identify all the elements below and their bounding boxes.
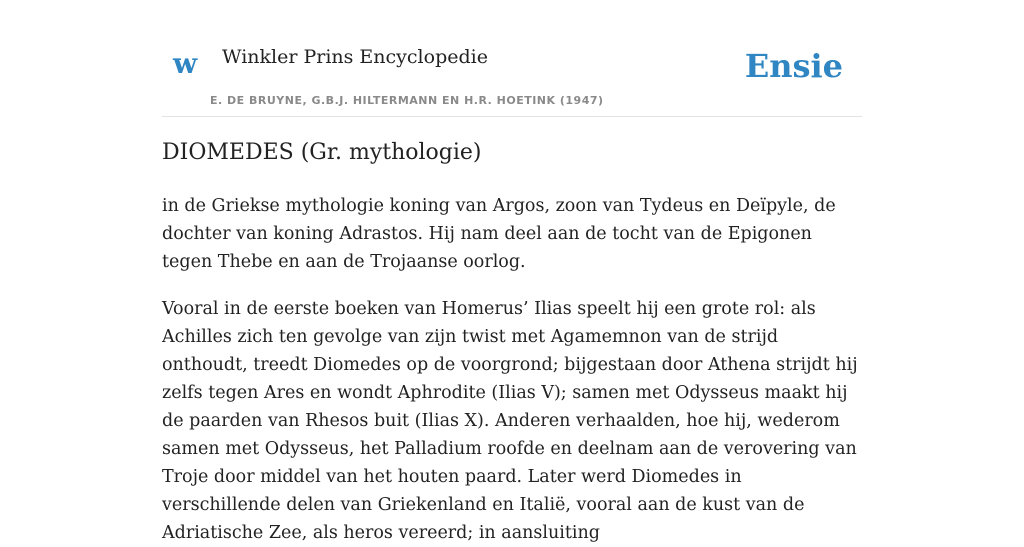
content-container (162, 0, 862, 543)
winkler-prins-logo[interactable]: w (173, 47, 198, 80)
site-header (162, 0, 862, 117)
source-authors: E. DE BRUYNE, G.B.J. HILTERMANN EN H.R. HOETINK (1947) (210, 94, 604, 107)
ensie-logo-link[interactable]: Ensie (744, 47, 843, 85)
source-title[interactable]: Winkler Prins Encyclopedie (222, 46, 488, 68)
article-paragraph: in de Griekse mythologie koning van Argos, zoon van Tydeus en Deïpyle, de dochter van koning Adrastos. Hij nam deel aan de tocht van de Epigonen tegen Thebe en aan de Trojaanse oorlog. (162, 196, 836, 272)
article-title: DIOMEDES (Gr. mythologie) (162, 140, 482, 165)
article-paragraph: Vooral in de eerste boeken van Homerus’ Ilias speelt hij een grote rol: als Achilles zich ten gevolge van zijn twist met Agamemnon van de strijd onthoudt, treedt Diomedes op de voorgrond; bijgestaan door Athena strijdt hij zelfs tegen Ares en wondt Aphrodite (Ilias V); samen met Odysseus maakt hij de paarden van Rhesos buit (Ilias X). Anderen verhaalden, hoe hij, wederom samen met Odysseus, het Palladium roofde en deelnam aan de verovering van Troje door middel van het houten paard. Later werd Diomedes in verschillende delen van Griekenland en Italië, vooral aan de kust van de Adriatische Zee, als heros vereerd; in aansluiting (162, 299, 858, 543)
